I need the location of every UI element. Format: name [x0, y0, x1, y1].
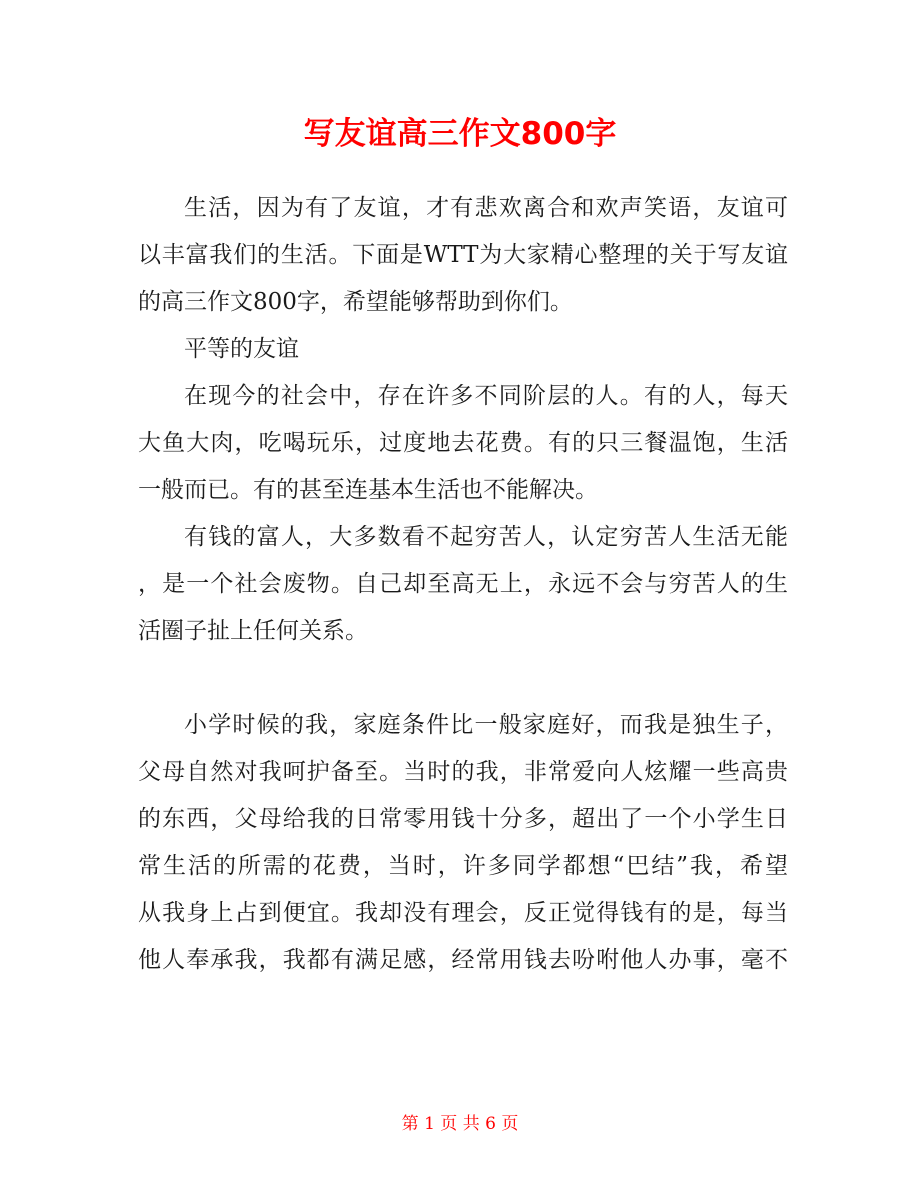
paragraph-line: ，是一个社会废物。自己却至高无上，永远不会与穷苦人的生: [138, 571, 788, 597]
paragraph-line: 活圈子扯上任何关系。: [138, 618, 368, 644]
paragraph-line: 从我身上占到便宜。我却没有理会，反正觉得钱有的是，每当: [138, 900, 788, 926]
paragraph-line: 父母自然对我呵护备至。当时的我，非常爱向人炫耀一些高贵: [138, 759, 788, 785]
paragraph-line: 的东西，父母给我的日常零用钱十分多，超出了一个小学生日: [138, 806, 788, 832]
page-number: 第 1 页 共 6 页: [401, 1114, 519, 1134]
paragraph-line: 一般而已。有的甚至连基本生活也不能解决。: [138, 477, 598, 503]
paragraph-line: 常生活的所需的花费，当时，许多同学都想“巴结”我，希望: [138, 853, 788, 879]
paragraph-line: 小学时候的我，家庭条件比一般家庭好，而我是独生子，: [184, 712, 788, 738]
paragraph-line: 以丰富我们的生活。下面是WTT为大家精心整理的关于写友谊: [138, 242, 788, 268]
paragraph-line: 在现今的社会中，存在许多不同阶层的人。有的人，每天: [184, 383, 788, 409]
paragraph-line: 他人奉承我，我都有满足感，经常用钱去吩咐他人办事，毫不: [138, 947, 788, 973]
paragraph-line: 的高三作文800字，希望能够帮助到你们。: [138, 289, 573, 315]
paragraph-line: 大鱼大肉，吃喝玩乐，过度地去花费。有的只三餐温饱，生活: [138, 430, 788, 456]
section-heading: 平等的友谊: [184, 336, 299, 362]
document-title: 写友谊高三作文800字: [303, 116, 617, 152]
paragraph-line: 有钱的富人，大多数看不起穷苦人，认定穷苦人生活无能: [184, 524, 788, 550]
paragraph-line: 生活，因为有了友谊，才有悲欢离合和欢声笑语，友谊可: [184, 195, 788, 221]
